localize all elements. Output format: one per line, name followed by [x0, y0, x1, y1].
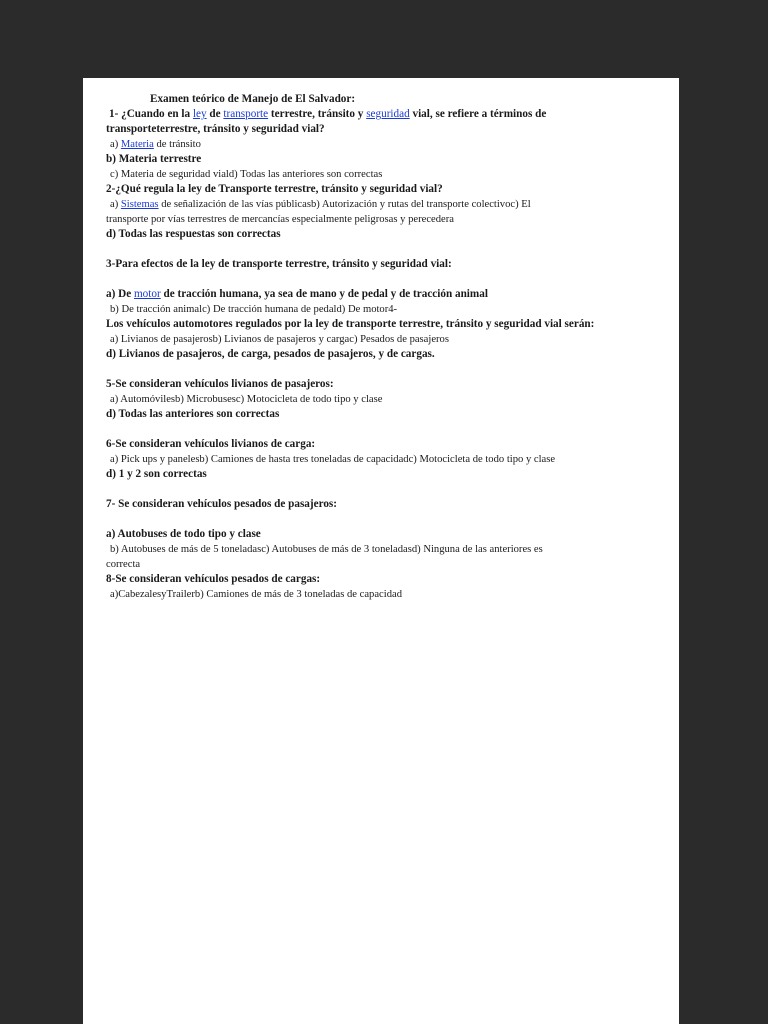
answer-prefix: a) De [106, 288, 134, 300]
question-1-line-2: transporteterrestre, tránsito y seguridad vial? [106, 123, 325, 135]
option-a-text: de tránsito [153, 139, 201, 150]
question-6: 6-Se consideran vehículos livianos de carga: [106, 438, 316, 450]
link-ley[interactable]: ley [192, 108, 207, 120]
question-7-answer: a) Autobuses de todo tipo y clase [106, 528, 261, 540]
question-8: 8-Se consideran vehículos pesados de cargas: [106, 573, 321, 585]
question-1-option-a [106, 137, 666, 152]
question-6-answer: d) 1 y 2 son correctas [106, 468, 207, 480]
question-1 [106, 107, 666, 122]
question-2-options-line-2: transporte por vías terrestres de mercancías especialmente peligrosas y perecedera [106, 214, 454, 225]
question-3: 3-Para efectos de la ley de transporte terrestre, tránsito y seguridad vial: [106, 258, 452, 270]
spacer [106, 362, 666, 377]
spacer [106, 422, 666, 437]
question-5-answer: d) Todas las anteriores son correctas [106, 408, 280, 420]
question-1-text-a: 1- ¿Cuando en la [109, 108, 193, 120]
document-page [83, 78, 679, 1024]
spacer [106, 272, 666, 287]
question-2-options [106, 197, 666, 212]
question-2-answer: d) Todas las respuestas son correctas [106, 228, 281, 240]
question-7: 7- Se consideran vehículos pesados de pasajeros: [106, 498, 338, 510]
question-2: 2-¿Qué regula la ley de Transporte terrestre, tránsito y seguridad vial? [106, 183, 443, 195]
option-a-prefix: a) [110, 139, 121, 150]
question-1-options-cd: c) Materia de seguridad viald) Todas las anteriores son correctas [110, 169, 383, 180]
question-1-text-d: vial, se refiere a términos de [409, 108, 547, 120]
spacer [106, 482, 666, 497]
question-3-options: b) De tracción animalc) De tracción humana de pedald) De motor4- [110, 304, 398, 315]
question-1-answer: b) Materia terrestre [106, 153, 202, 165]
document-title: Examen teórico de Manejo de El Salvador: [150, 93, 356, 105]
answer-text: de tracción humana, ya sea de mano y de pedal y de tracción animal [160, 288, 488, 300]
question-6-options: a) Pick ups y panelesb) Camiones de hasta tres toneladas de capacidadc) Motocicleta de todo tipo y clase [110, 454, 556, 465]
link-motor[interactable]: motor [133, 288, 161, 300]
link-transporte[interactable]: transporte [223, 108, 269, 120]
link-sistemas[interactable]: Sistemas [120, 199, 159, 210]
question-7-options-line-2: correcta [106, 559, 141, 570]
question-4: Los vehículos automotores regulados por la ley de transporte terrestre, tránsito y seguridad vial serán: [106, 318, 595, 330]
question-4-options: a) Livianos de pasajerosb) Livianos de pasajeros y cargac) Pesados de pasajeros [110, 334, 449, 345]
question-8-options: a)CabezalesyTrailerb) Camiones de más de 3 toneladas de capacidad [110, 589, 403, 600]
question-3-answer [106, 287, 666, 302]
question-1-text-b: de [206, 108, 224, 120]
question-7-options: b) Autobuses de más de 5 toneladasc) Autobuses de más de 3 toneladasd) Ninguna de las anteriores es [110, 544, 543, 555]
option-text: de señalización de las vías públicasb) Autorización y rutas del transporte colectivoc) El [158, 199, 531, 210]
option-prefix: a) [110, 199, 121, 210]
question-5-options: a) Automóvilesb) Microbusesc) Motocicleta de todo tipo y clase [110, 394, 383, 405]
question-5: 5-Se consideran vehículos livianos de pasajeros: [106, 378, 334, 390]
document-body [106, 92, 666, 602]
question-4-answer: d) Livianos de pasajeros, de carga, pesados de pasajeros, y de cargas. [106, 348, 435, 360]
question-1-text-c: terrestre, tránsito y [268, 108, 367, 120]
link-seguridad[interactable]: seguridad [366, 108, 410, 120]
spacer [106, 512, 666, 527]
link-materia[interactable]: Materia [120, 139, 154, 150]
spacer [106, 242, 666, 257]
